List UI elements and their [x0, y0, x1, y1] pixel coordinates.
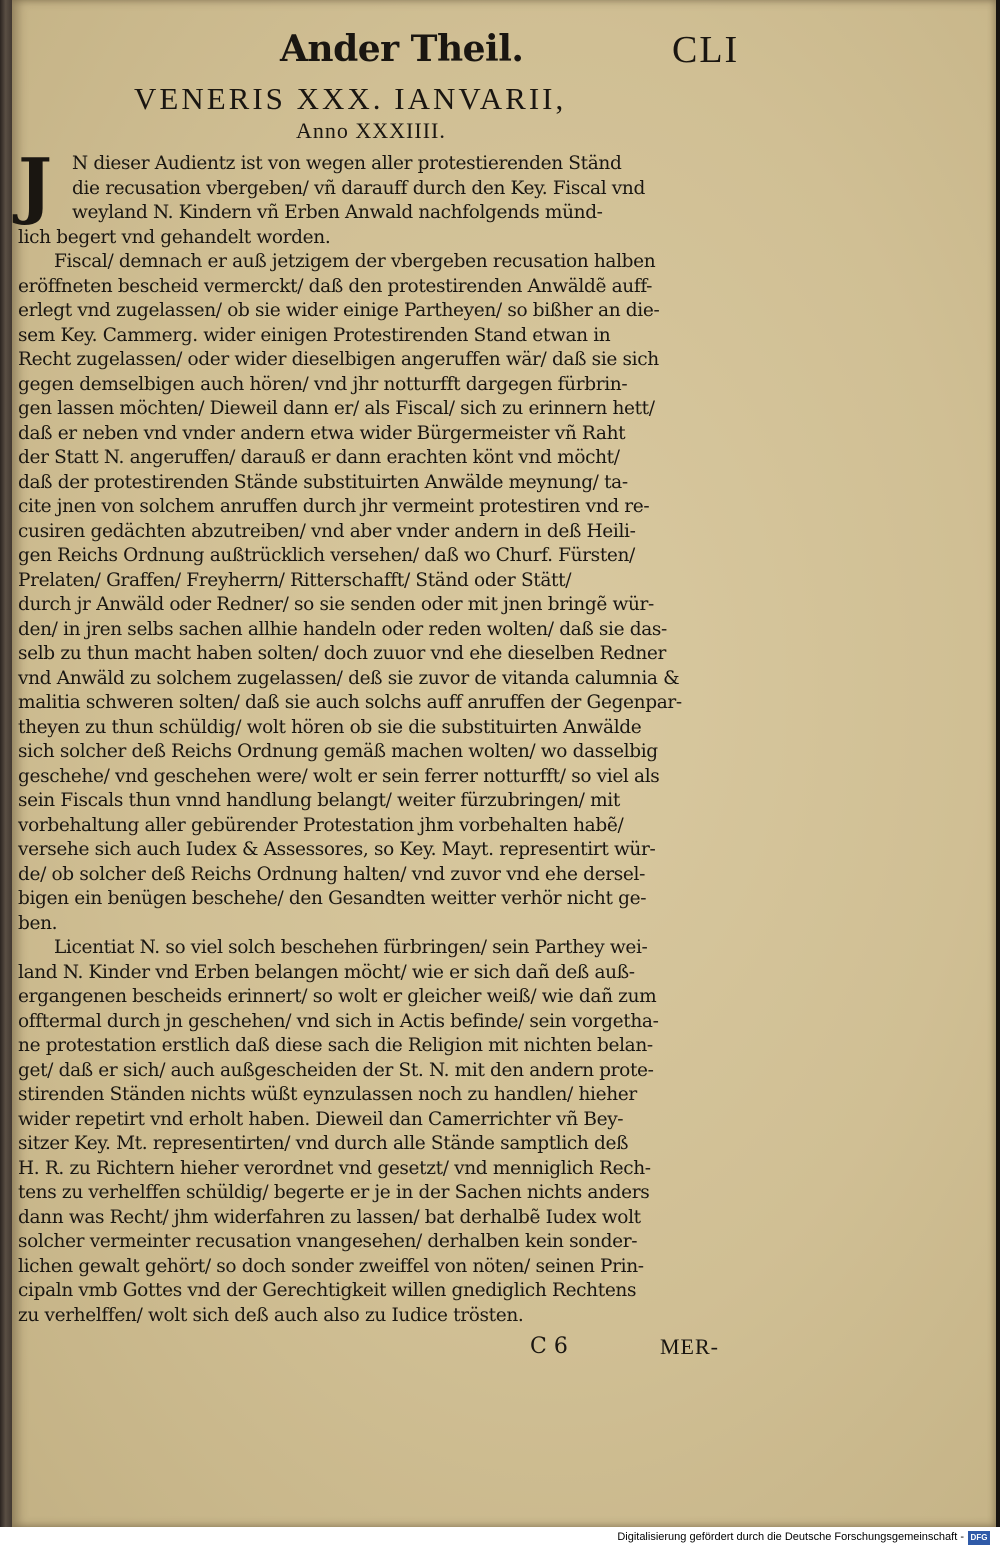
text-line: get/ daß er sich/ auch außgescheiden der St. N. mit den andern prote-	[18, 1059, 654, 1081]
text-line: ben.	[18, 912, 58, 934]
text-line: stirenden Ständen nichts wüßt eynzulassen noch zu handlen/ hieher	[18, 1084, 637, 1105]
book-page	[12, 0, 996, 1527]
signature-mark: C 6	[530, 1334, 568, 1359]
text-line: selb zu thun macht haben solten/ doch zuuor vnd ehe dieselben Redner	[18, 643, 666, 664]
session-date-heading: VENERIS XXX. IANVARII,	[134, 81, 567, 116]
text-line: Licentiat N. so viel solch beschehen fürbringen/ sein Parthey wei-	[54, 937, 648, 958]
text-line: vorbehaltung aller gebürender Protestation jhm vorbehalten habẽ/	[18, 814, 624, 836]
credit-text: Digitalisierung gefördert durch die Deutsche Forschungsgemeinschaft -	[617, 1531, 964, 1543]
text-line: versehe sich auch Iudex & Assessores, so Key. Mayt. representirt wür-	[18, 839, 656, 860]
book-part-heading: Ander Theil.	[280, 28, 524, 70]
text-line: Prelaten/ Graffen/ Freyherrn/ Ritterschafft/ Ständ oder Stätt/	[18, 569, 572, 591]
text-line: daß der protestirenden Stände substituirten Anwälde meynung/ ta-	[18, 471, 628, 493]
text-line: malitia schweren solten/ daß sie auch solchs auff anruffen der Gegenpar-	[18, 692, 682, 713]
text-line: theyen zu thun schüldig/ wolt hören ob sie die substituirten Anwälde	[18, 716, 642, 738]
text-line: sitzer Key. Mt. representirten/ vnd durch alle Stände samptlich deß	[18, 1133, 629, 1154]
text-line: Fiscal/ demnach er auß jetzigem der vbergeben recusation halben	[54, 251, 656, 272]
text-line: cite jnen von solchem anruffen durch jhr vermeint protestiren vnd re-	[18, 496, 650, 517]
text-line: cipaln vmb Gottes vnd der Gerechtigkeit willen gnediglich Rechtens	[18, 1280, 637, 1301]
text-line: ergangenen bescheids erinnert/ so wolt er gleicher weiß/ wie dañ zum	[18, 986, 657, 1007]
text-line: durch jr Anwäld oder Redner/ so sie senden oder mit jnen bringẽ wür-	[18, 594, 654, 615]
text-line: erlegt vnd zugelassen/ ob sie wider einige Partheyen/ so bißher an die-	[18, 300, 660, 321]
text-line: vnd Anwäld zu solchem zugelassen/ deß sie zuvor de vitanda calumnia &	[18, 667, 680, 689]
session-year-heading: Anno XXXIIII.	[296, 118, 446, 143]
page-footer	[18, 1334, 752, 1364]
text-line: daß er neben vnd vnder andern etwa wider Bürgermeister vñ Raht	[18, 422, 626, 444]
text-line: weyland N. Kindern vñ Erben Anwald nachfolgends münd-	[72, 202, 603, 223]
text-line: offtermal durch jn geschehen/ vnd sich in Actis befinde/ sein vorgetha-	[18, 1010, 659, 1032]
text-line: tens zu verhelffen schüldig/ begerte er je in der Sachen nichts anders	[18, 1182, 650, 1203]
dfg-logo-icon: DFG	[968, 1531, 990, 1545]
text-line: land N. Kinder vnd Erben belangen möcht/ wie er sich dañ deß auß-	[18, 961, 635, 983]
text-line: die recusation vbergeben/ vñ darauff durch den Key. Fiscal vnd	[72, 177, 645, 199]
text-line: eröffneten bescheid vermerckt/ daß den protestirenden Anwäldẽ auff-	[18, 275, 653, 297]
body-text	[18, 142, 752, 1328]
text-line: gegen demselbigen auch hören/ vnd jhr notturfft dargegen fürbrin-	[18, 373, 628, 395]
text-line: cusiren gedächten abzutreiben/ vnd aber vnder andern in deß Heili-	[18, 520, 636, 542]
text-line: lich begert vnd gehandelt worden.	[18, 226, 331, 248]
text-line: H. R. zu Richtern hieher verordnet vnd gesetzt/ vnd menniglich Rech-	[18, 1157, 651, 1179]
text-line: den/ in jren selbs sachen allhie handeln oder reden wolten/ daß sie das-	[18, 618, 667, 640]
text-line: sem Key. Cammerg. wider einigen Protestirenden Stand etwan in	[18, 324, 611, 346]
text-line: bigen ein benügen beschehe/ den Gesandten weitter verhör nicht ge-	[18, 888, 647, 909]
text-line: N dieser Audientz ist von wegen aller protestierenden Ständ	[72, 153, 622, 174]
text-line: gen lassen möchten/ Dieweil dann er/ als Fiscal/ sich zu erinnern hett/	[18, 398, 655, 419]
text-line: der Statt N. angeruffen/ darauß er dann erachten könt vnd möcht/	[18, 447, 620, 468]
text-line: ne protestation erstlich daß diese sach die Religion mit nichten belan-	[18, 1035, 653, 1056]
text-line: sich solcher deß Reichs Ordnung gemäß machen wolten/ wo dasselbig	[18, 741, 658, 762]
text-line: dann was Recht/ jhm widerfahren zu lassen/ bat derhalbẽ Iudex wolt	[18, 1206, 641, 1228]
text-line: zu verhelffen/ wolt sich deß auch also zu Iudice trösten.	[18, 1304, 524, 1326]
text-line: lichen gewalt gehört/ so doch sonder zweiffel von nöten/ seinen Prin-	[18, 1255, 644, 1277]
text-line: Recht zugelassen/ oder wider dieselbigen angeruffen wär/ daß sie sich	[18, 349, 659, 370]
catchword: MER-	[660, 1334, 719, 1359]
text-line: sein Fiscals thun vnnd handlung belangt/ weiter fürzubringen/ mit	[18, 790, 620, 811]
page-content	[18, 20, 752, 1364]
text-line: geschehe/ vnd geschehen were/ wolt er sein ferrer notturfft/ so viel als	[18, 765, 660, 787]
drop-cap-initial: J	[18, 142, 53, 227]
running-head	[18, 20, 752, 82]
text-line: gen Reichs Ordnung außtrücklich versehen/ daß wo Churf. Fürsten/	[18, 545, 635, 566]
text-line: solcher vermeinter recusation vnangesehen/ derhalben kein sonder-	[18, 1231, 638, 1252]
folio-number: CLI	[672, 29, 740, 71]
text-line: wider repetirt vnd erholt haben. Dieweil dan Camerrichter vñ Bey-	[18, 1108, 624, 1130]
text-line: de/ ob solcher deß Reichs Ordnung halten/ vnd zuvor vnd ehe dersel-	[18, 863, 645, 885]
digitization-credit-bar	[0, 1527, 1000, 1549]
